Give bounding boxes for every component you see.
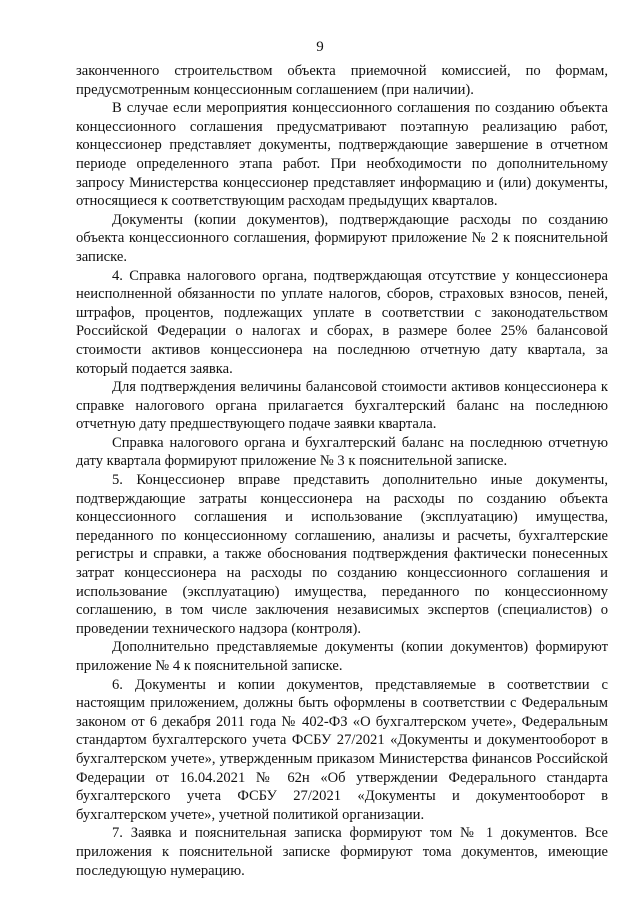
paragraph-balance-sheet: Для подтверждения величины балансовой стоимости активов концессионера к справке налогового органа прилагается бухгалтерский баланс на последнюю отчетную дату предшествующего подаче заявки квартала. xyxy=(76,379,608,433)
paragraph-item-5: 5. Концессионер вправе представить дополнительно иные документы, подтверждающие затраты концессионера на расходы по созданию объекта концессионного соглашения и использование (эксплуатацию) имущества, переданного по концессионному соглашению, анализы и расчеты, бухгалтерские регистры и справки, а также обоснования подтверждения фактически понесенных затрат концессионера на расходы по созданию концессионного соглашения и использование (эксплуатацию) имущества, переданного по концессионному соглашению, в том числе заключения независимых экспертов (специалистов) о проведении технического надзора (контроля). xyxy=(76,472,608,637)
paragraph-item-4: 4. Справка налогового органа, подтверждающая отсутствие у концессионера неисполненной обязанности по уплате налогов, сборов, страховых взносов, пеней, штрафов, процентов, подлежащих уплате в соответствии с законодательством Российской Федерации о налогах и сборах, в размере более 25% балансовой стоимости активов концессионера на последнюю отчетную дату квартала, за который подается заявка. xyxy=(76,267,608,377)
paragraph-staged-works: В случае если мероприятия концессионного соглашения по созданию объекта концессионного соглашения предусматривают поэтапную реализацию работ, концессионер представляет документы, подтверждающие завершение в отчетном периоде определенного этапа работ. При необходимости по дополнительному запросу Министерства концессионер представляет информацию и (или) документы, относящиеся к соответствующим расходам предыдущих кварталов. xyxy=(76,100,608,210)
paragraph-appendix-4: Дополнительно представляемые документы (копии документов) формируют приложение № 4 к пояснительной записке. xyxy=(76,639,608,674)
paragraph-item-7: 7. Заявка и пояснительная записка формируют том № 1 документов. Все приложения к пояснительной записке формируют тома документов, имеющие последующую нумерацию. xyxy=(76,825,608,879)
paragraph-continuation: законченного строительством объекта приемочной комиссией, по формам, предусмотренным концессионным соглашением (при наличии). xyxy=(76,63,608,98)
page-number: 9 xyxy=(316,39,324,55)
document-body xyxy=(76,62,608,880)
paragraph-item-6: 6. Документы и копии документов, представляемые в соответствии с настоящим приложением, должны быть оформлены в соответствии с Федеральным законом от 6 декабря 2011 года № 402-ФЗ «О бухгалтерском учете», Федеральным стандартом бухгалтерского учета ФСБУ 27/2021 «Документы и документооборот в бухгалтерском учете», утвержденным приказом Министерства финансов Российской Федерации от 16.04.2021 № 62н «Об утверждении Федерального стандарта бухгалтерского учета ФСБУ 27/2021 «Документы и документооборот в бухгалтерском учете», учетной политикой организации. xyxy=(76,676,608,823)
paragraph-appendix-2: Документы (копии документов), подтверждающие расходы по созданию объекта концессионного соглашения, формируют приложение № 2 к пояснительной записке. xyxy=(76,211,608,265)
paragraph-appendix-3: Справка налогового органа и бухгалтерский баланс на последнюю отчетную дату квартала формируют приложение № 3 к пояснительной записке. xyxy=(76,434,608,470)
